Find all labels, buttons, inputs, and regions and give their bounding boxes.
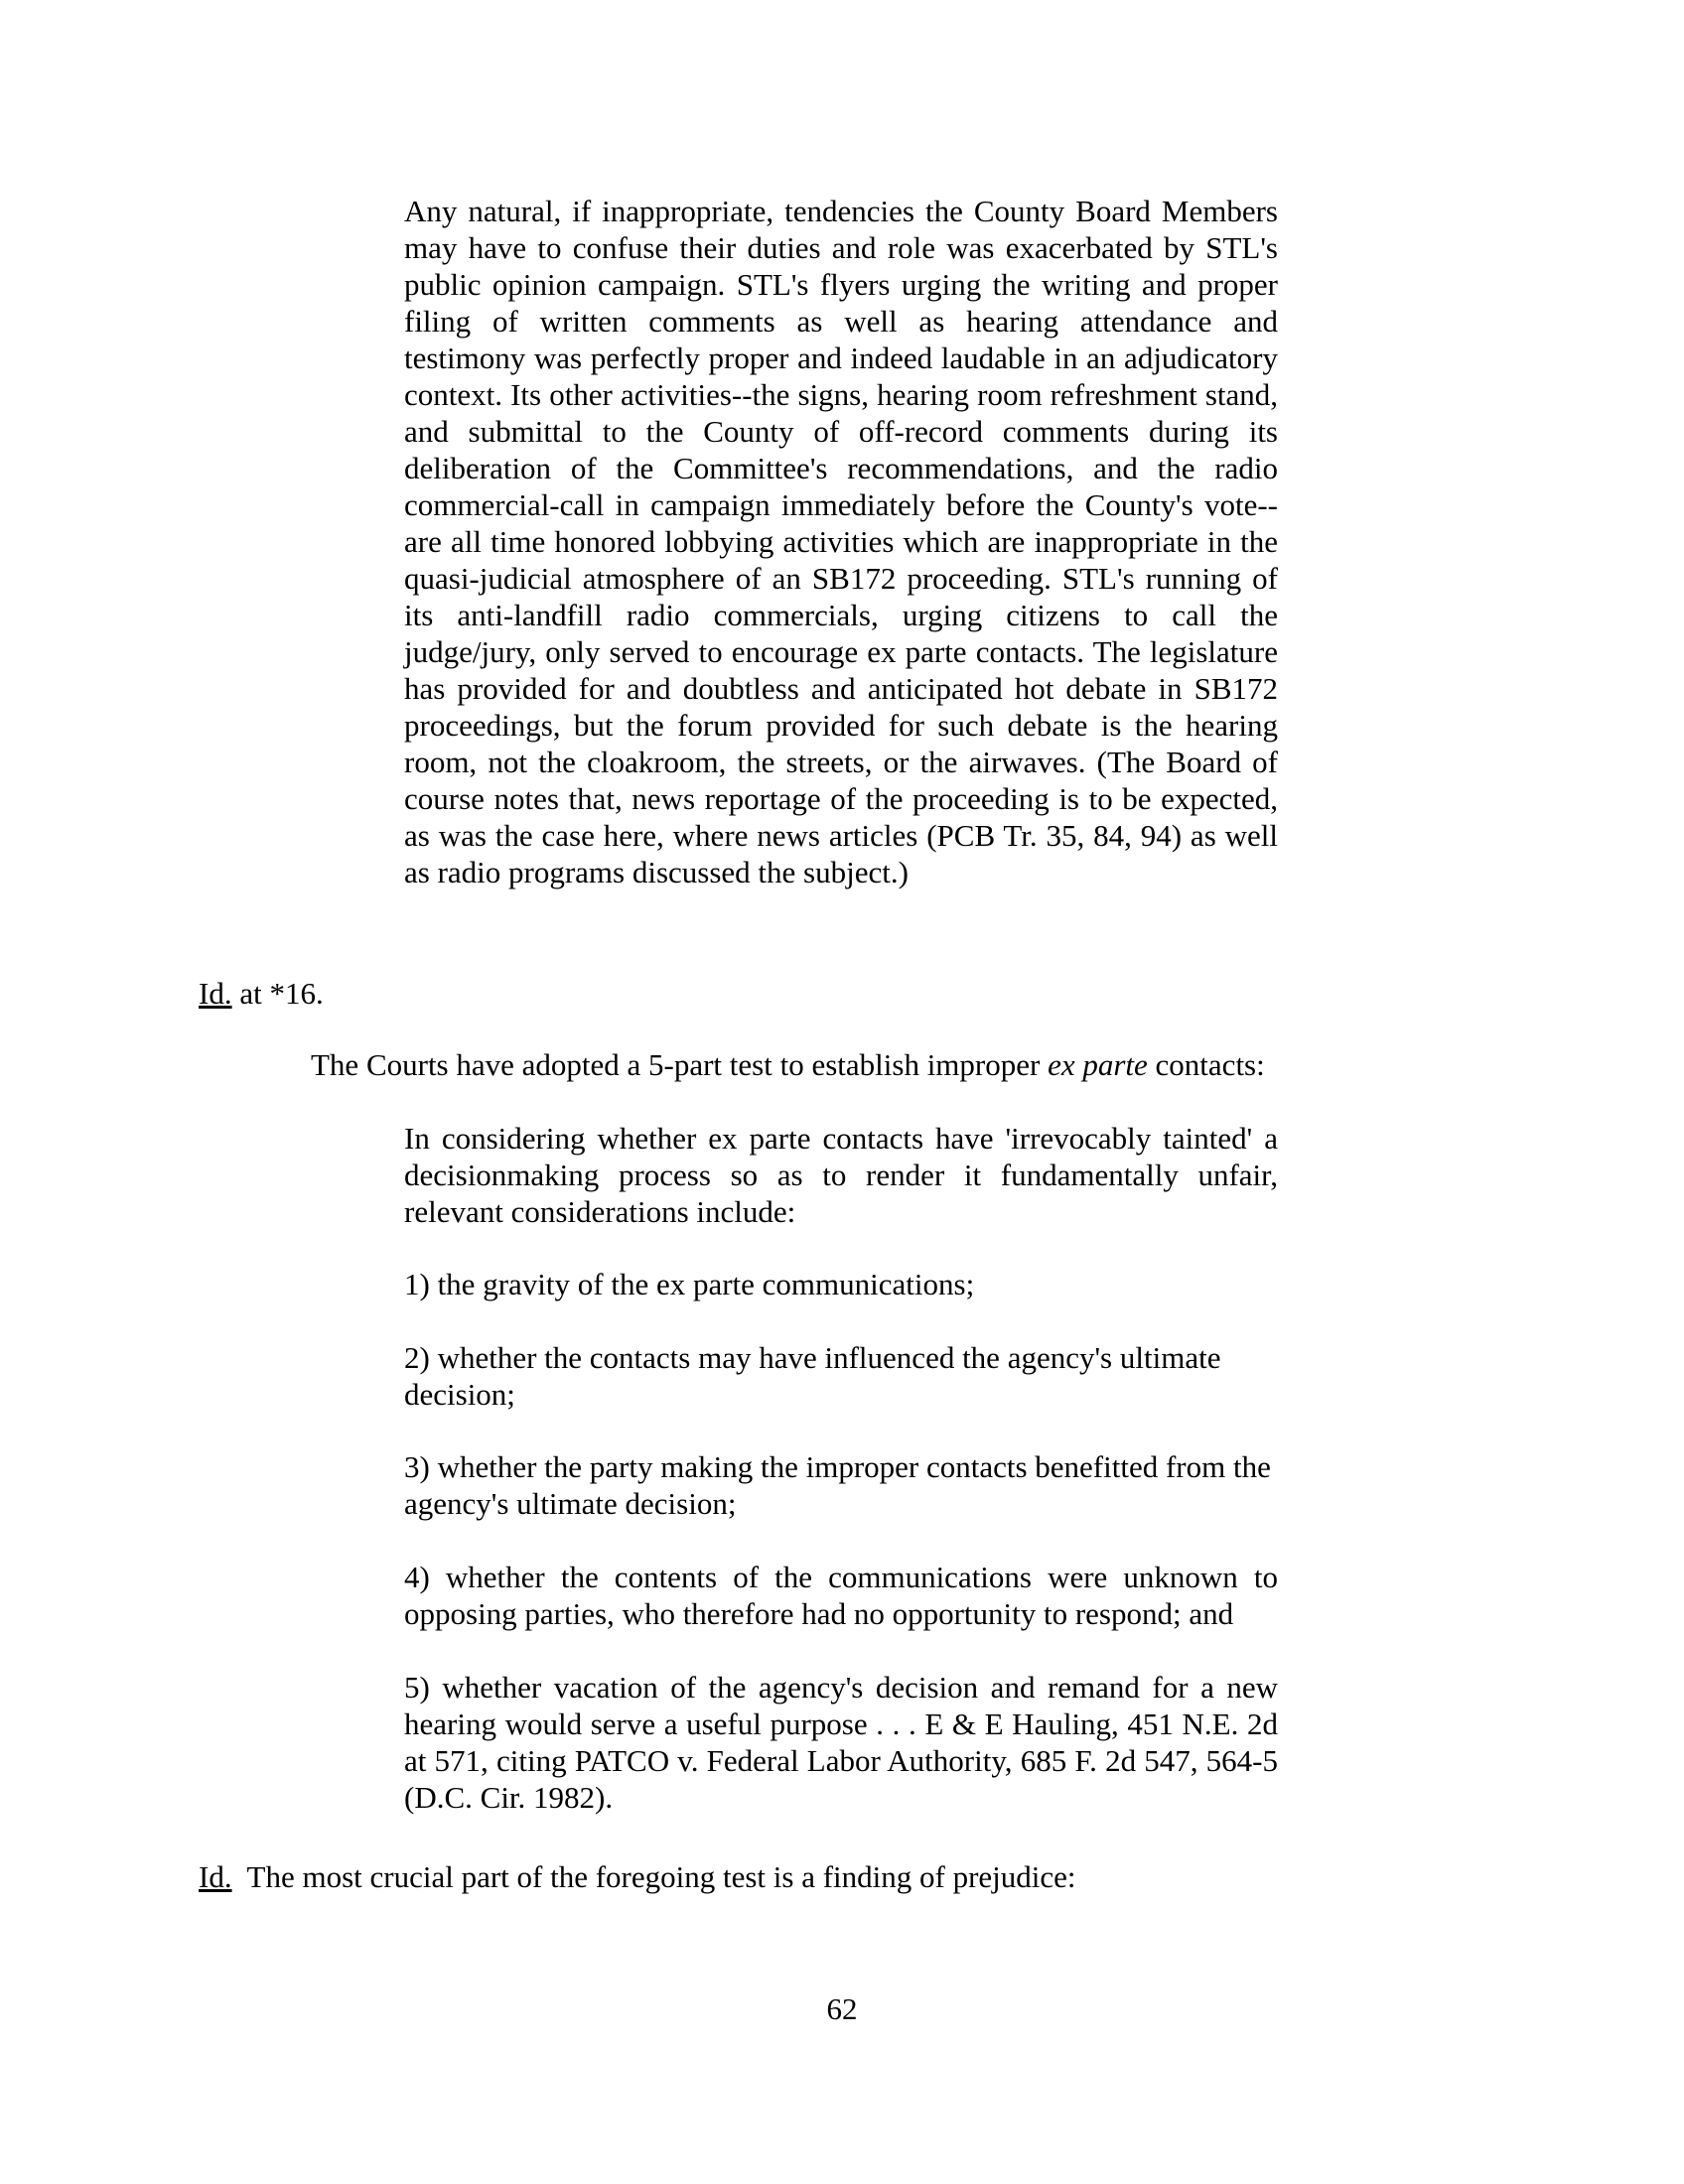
block-quote-paragraph: Any natural, if inappropriate, tendencies the County Board Members may have to confuse their duties and role was exacerbated by STL's public opinion campaign. STL's flyers urging the writing and proper filing of written comments as well as hearing attendance and testimony was perfectly proper and indeed laudable in an adjudicatory context. Its other activities--the signs, hearing room refreshment stand, and submittal to the County of off-record comments during its deliberation of the Committee's recommendations, and the radio commercial-call in campaign immediately before the County's vote--are all time honored lobbying activities which are inappropriate in the quasi-judicial atmosphere of an SB172 proceeding. STL's running of its anti-landfill radio commercials, urging citizens to call the judge/jury, only served to encourage ex parte contacts. The legislature has provided for and doubtless and anticipated hot debate in SB172 proceedings, but the forum provided for such debate is the hearing room, not the cloakroom, the streets, or the airwaves. (The Board of course notes that, news reportage of the proceeding is to be expected, as was the case here, where news articles (PCB Tr. 35, 84, 94) as well as radio programs discussed the subject.) bbox=[404, 194, 1278, 889]
citation-id-abbrev: Id. bbox=[199, 976, 232, 1011]
page-number: 62 bbox=[826, 1991, 858, 2026]
citation-id-at-16 bbox=[199, 975, 324, 1012]
intro-text-before: The Courts have adopted a 5-part test to establish improper bbox=[311, 1047, 1049, 1082]
intro-text-after: contacts: bbox=[1147, 1047, 1265, 1082]
intro-text-italic: ex parte bbox=[1048, 1047, 1148, 1082]
test-item-3: 3) whether the party making the improper contacts benefitted from the agency's ultimate decision; bbox=[404, 1449, 1271, 1521]
prejudice-sentence: The most crucial part of the foregoing test is a finding of prejudice: bbox=[231, 1859, 1076, 1894]
test-item-5: 5) whether vacation of the agency's decision and remand for a new hearing would serve a useful purpose . . . E & E Hauling, 451 N.E. 2d at 571, citing PATCO v. Federal Labor Authority, 685 F. 2d 547, 564-5 (D.C. Cir. 1982). bbox=[404, 1670, 1278, 1815]
citation-id-prejudice bbox=[199, 1858, 1076, 1895]
test-item-4: 4) whether the contents of the communications were unknown to opposing parties, who therefore had no opportunity to respond; and bbox=[404, 1560, 1278, 1631]
test-item-1: 1) the gravity of the ex parte communications; bbox=[404, 1267, 975, 1301]
test-quote-intro: In considering whether ex parte contacts have 'irrevocably tainted' a decisionmaking process so as to render it fundamentally unfair, relevant considerations include: bbox=[404, 1121, 1278, 1229]
citation-pin: at *16. bbox=[231, 976, 324, 1011]
test-item-2: 2) whether the contacts may have influenced the agency's ultimate decision; bbox=[404, 1340, 1221, 1412]
citation-id-abbrev-2: Id. bbox=[199, 1859, 232, 1894]
test-intro-sentence bbox=[311, 1046, 1265, 1083]
